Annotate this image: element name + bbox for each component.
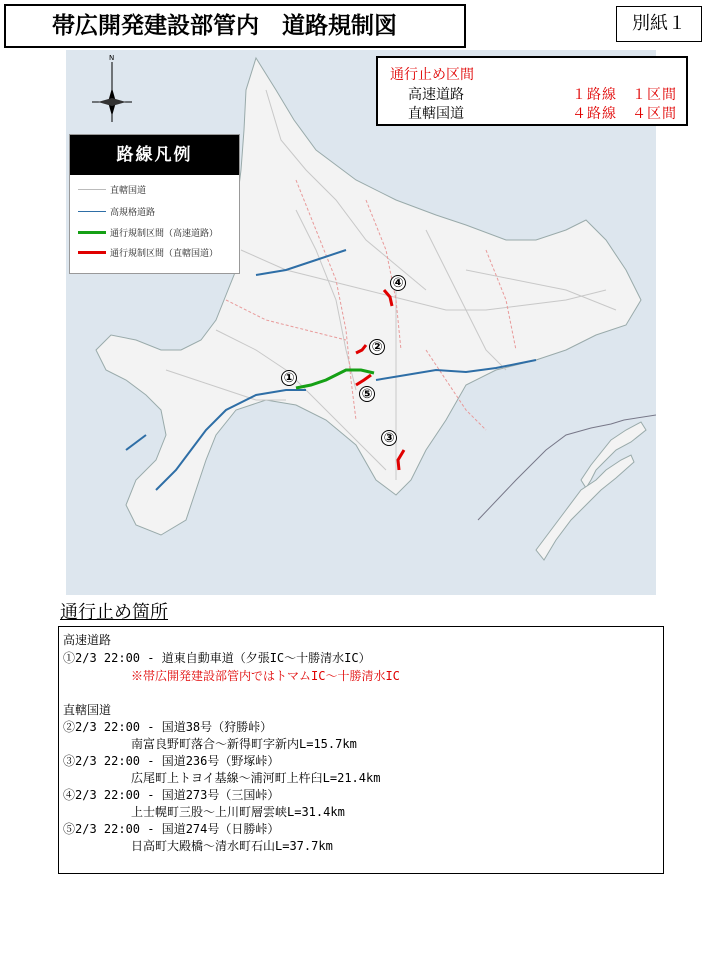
- summary-row-expressway-count: １路線 １区間: [572, 87, 677, 103]
- summary-row-national-count: ４路線 ４区間: [572, 106, 677, 122]
- closures-heading: 通行止め箇所: [60, 602, 168, 623]
- legend-label-national-closure: 通行規制区間（直轄国道）: [110, 249, 219, 259]
- legend-swatch-highstandard: [78, 211, 106, 212]
- map-marker-1: ①: [281, 370, 297, 386]
- legend-swatch-national-closure: [78, 251, 106, 254]
- road-map[interactable]: [66, 50, 656, 595]
- page-title: 帯広開発建設部管内 道路規制図: [4, 4, 466, 48]
- closure-item-2: ②2/3 22:00 - 国道38号（狩勝峠）: [63, 720, 273, 734]
- legend-title: 路線凡例: [70, 135, 239, 175]
- closure-summary: [376, 56, 688, 126]
- summary-heading: 通行止め区間: [390, 67, 474, 83]
- closure-item-1: ①2/3 22:00 - 道東自動車道（夕張IC～十勝清水IC）: [63, 651, 371, 665]
- national-heading: 直轄国道: [63, 703, 112, 717]
- hokkaido-map-svg: [66, 50, 656, 595]
- closure-item-4: ④2/3 22:00 - 国道273号（三国峠）: [63, 788, 280, 802]
- closure-item-3-detail: 広尾町上トヨイ基線～浦河町上杵臼L=21.4km: [131, 771, 381, 785]
- summary-row-expressway-label: 高速道路: [408, 87, 464, 103]
- closures-list: [58, 626, 664, 874]
- summary-row-national-label: 直轄国道: [408, 106, 464, 122]
- svg-text:N: N: [109, 54, 115, 62]
- map-marker-4: ④: [390, 275, 406, 291]
- legend-label-highstandard: 高規格道路: [110, 208, 156, 218]
- map-marker-5: ⑤: [359, 386, 375, 402]
- legend-swatch-national: [78, 189, 106, 190]
- map-marker-3: ③: [381, 430, 397, 446]
- map-marker-2: ②: [369, 339, 385, 355]
- closure-item-5: ⑤2/3 22:00 - 国道274号（日勝峠）: [63, 822, 280, 836]
- closure-item-1-note: ※帯広開発建設部管内ではトマムIC～十勝清水IC: [131, 669, 400, 683]
- route-legend: [69, 134, 240, 274]
- attachment-label: 別紙１: [616, 6, 702, 42]
- closure-item-3: ③2/3 22:00 - 国道236号（野塚峠）: [63, 754, 280, 768]
- expressway-heading: 高速道路: [63, 633, 112, 647]
- closure-item-5-detail: 日高町大殿橋～清水町石山L=37.7km: [131, 839, 333, 853]
- legend-label-expressway-closure: 通行規制区間（高速道路）: [110, 229, 219, 239]
- closure-item-2-detail: 南富良野町落合～新得町字新内L=15.7km: [131, 737, 357, 751]
- legend-label-national: 直轄国道: [110, 186, 147, 196]
- closure-item-4-detail: 上士幌町三股～上川町層雲峡L=31.4km: [131, 805, 345, 819]
- legend-swatch-expressway-closure: [78, 231, 106, 234]
